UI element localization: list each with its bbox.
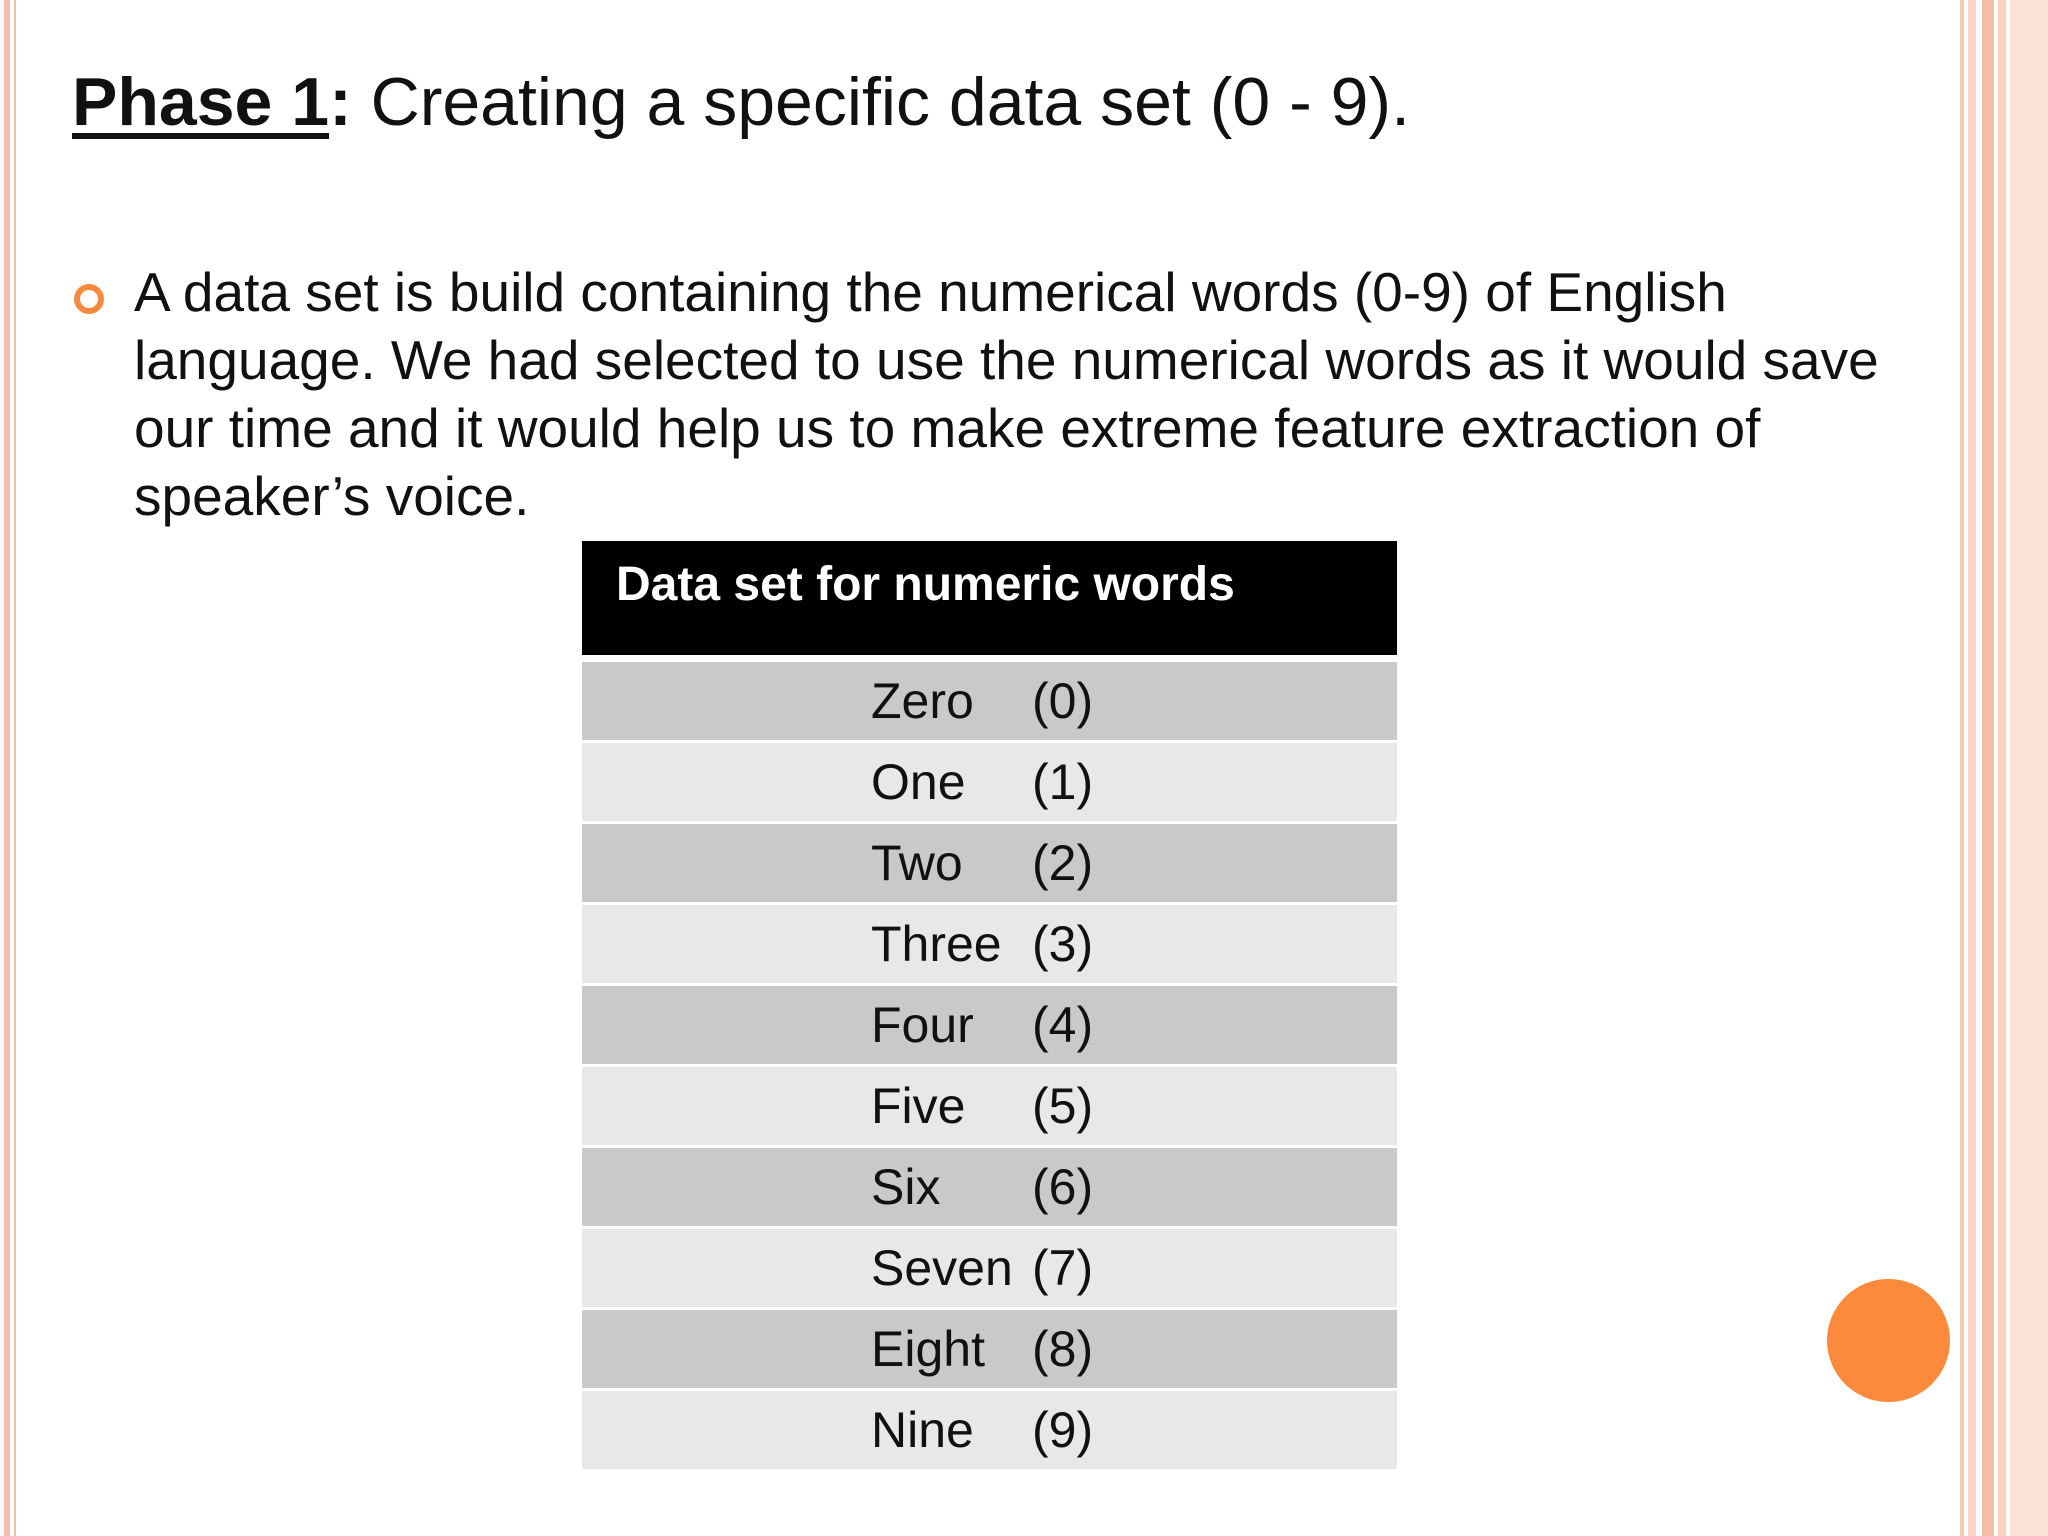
title-phase: Phase 1 <box>72 64 330 140</box>
row-word: Five <box>871 1078 966 1134</box>
row-word: Zero <box>871 673 974 729</box>
table-row <box>582 743 1397 824</box>
row-number: (0) <box>1032 673 1094 729</box>
frame-right-line-3 <box>1982 0 1994 1536</box>
table-row <box>582 824 1397 905</box>
bullet-text: A data set is build containing the numerical words (0-9) of English language. We had selected to use the numerical words as it would save our time and it would help us to make extreme feature extraction of speaker’s voice. <box>134 261 1879 527</box>
row-number: (9) <box>1032 1402 1094 1458</box>
row-number: (7) <box>1032 1240 1094 1296</box>
row-number: (8) <box>1032 1321 1094 1377</box>
numeric-words-table <box>582 541 1397 1472</box>
row-word: Four <box>871 997 974 1053</box>
orange-circle-decoration <box>1827 1279 1950 1402</box>
row-number: (6) <box>1032 1159 1094 1215</box>
row-word: Two <box>871 835 963 891</box>
frame-right-line-2 <box>1968 0 1976 1536</box>
row-number: (5) <box>1032 1078 1094 1134</box>
table-row <box>582 1310 1397 1391</box>
row-word: Eight <box>871 1321 985 1377</box>
frame-right-line-1 <box>1960 0 1964 1536</box>
title-text: Creating a specific data set (0 - 9). <box>351 64 1410 140</box>
frame-right-line-4 <box>1998 0 2006 1536</box>
row-word: Three <box>871 916 1002 972</box>
row-number: (4) <box>1032 997 1094 1053</box>
table-row <box>582 1067 1397 1148</box>
table-row <box>582 1148 1397 1229</box>
frame-left-inner <box>14 0 16 1536</box>
frame-left-outer <box>4 0 10 1536</box>
row-word: Nine <box>871 1402 974 1458</box>
title-colon: : <box>329 64 352 140</box>
table-row <box>582 1391 1397 1472</box>
row-number: (1) <box>1032 754 1094 810</box>
table-body <box>582 662 1397 1472</box>
ring-bullet-icon <box>74 284 104 314</box>
table-row <box>582 986 1397 1067</box>
bullet-item <box>72 258 1952 530</box>
frame-right-band <box>2010 0 2048 1536</box>
row-number: (2) <box>1032 835 1094 891</box>
row-word: Six <box>871 1159 941 1215</box>
row-word: One <box>871 754 966 810</box>
slide-title <box>72 62 1410 144</box>
table-row <box>582 905 1397 986</box>
table-row <box>582 662 1397 743</box>
table-header: Data set for numeric words <box>582 541 1397 655</box>
table-row <box>582 1229 1397 1310</box>
row-word: Seven <box>871 1240 1013 1296</box>
row-number: (3) <box>1032 916 1094 972</box>
